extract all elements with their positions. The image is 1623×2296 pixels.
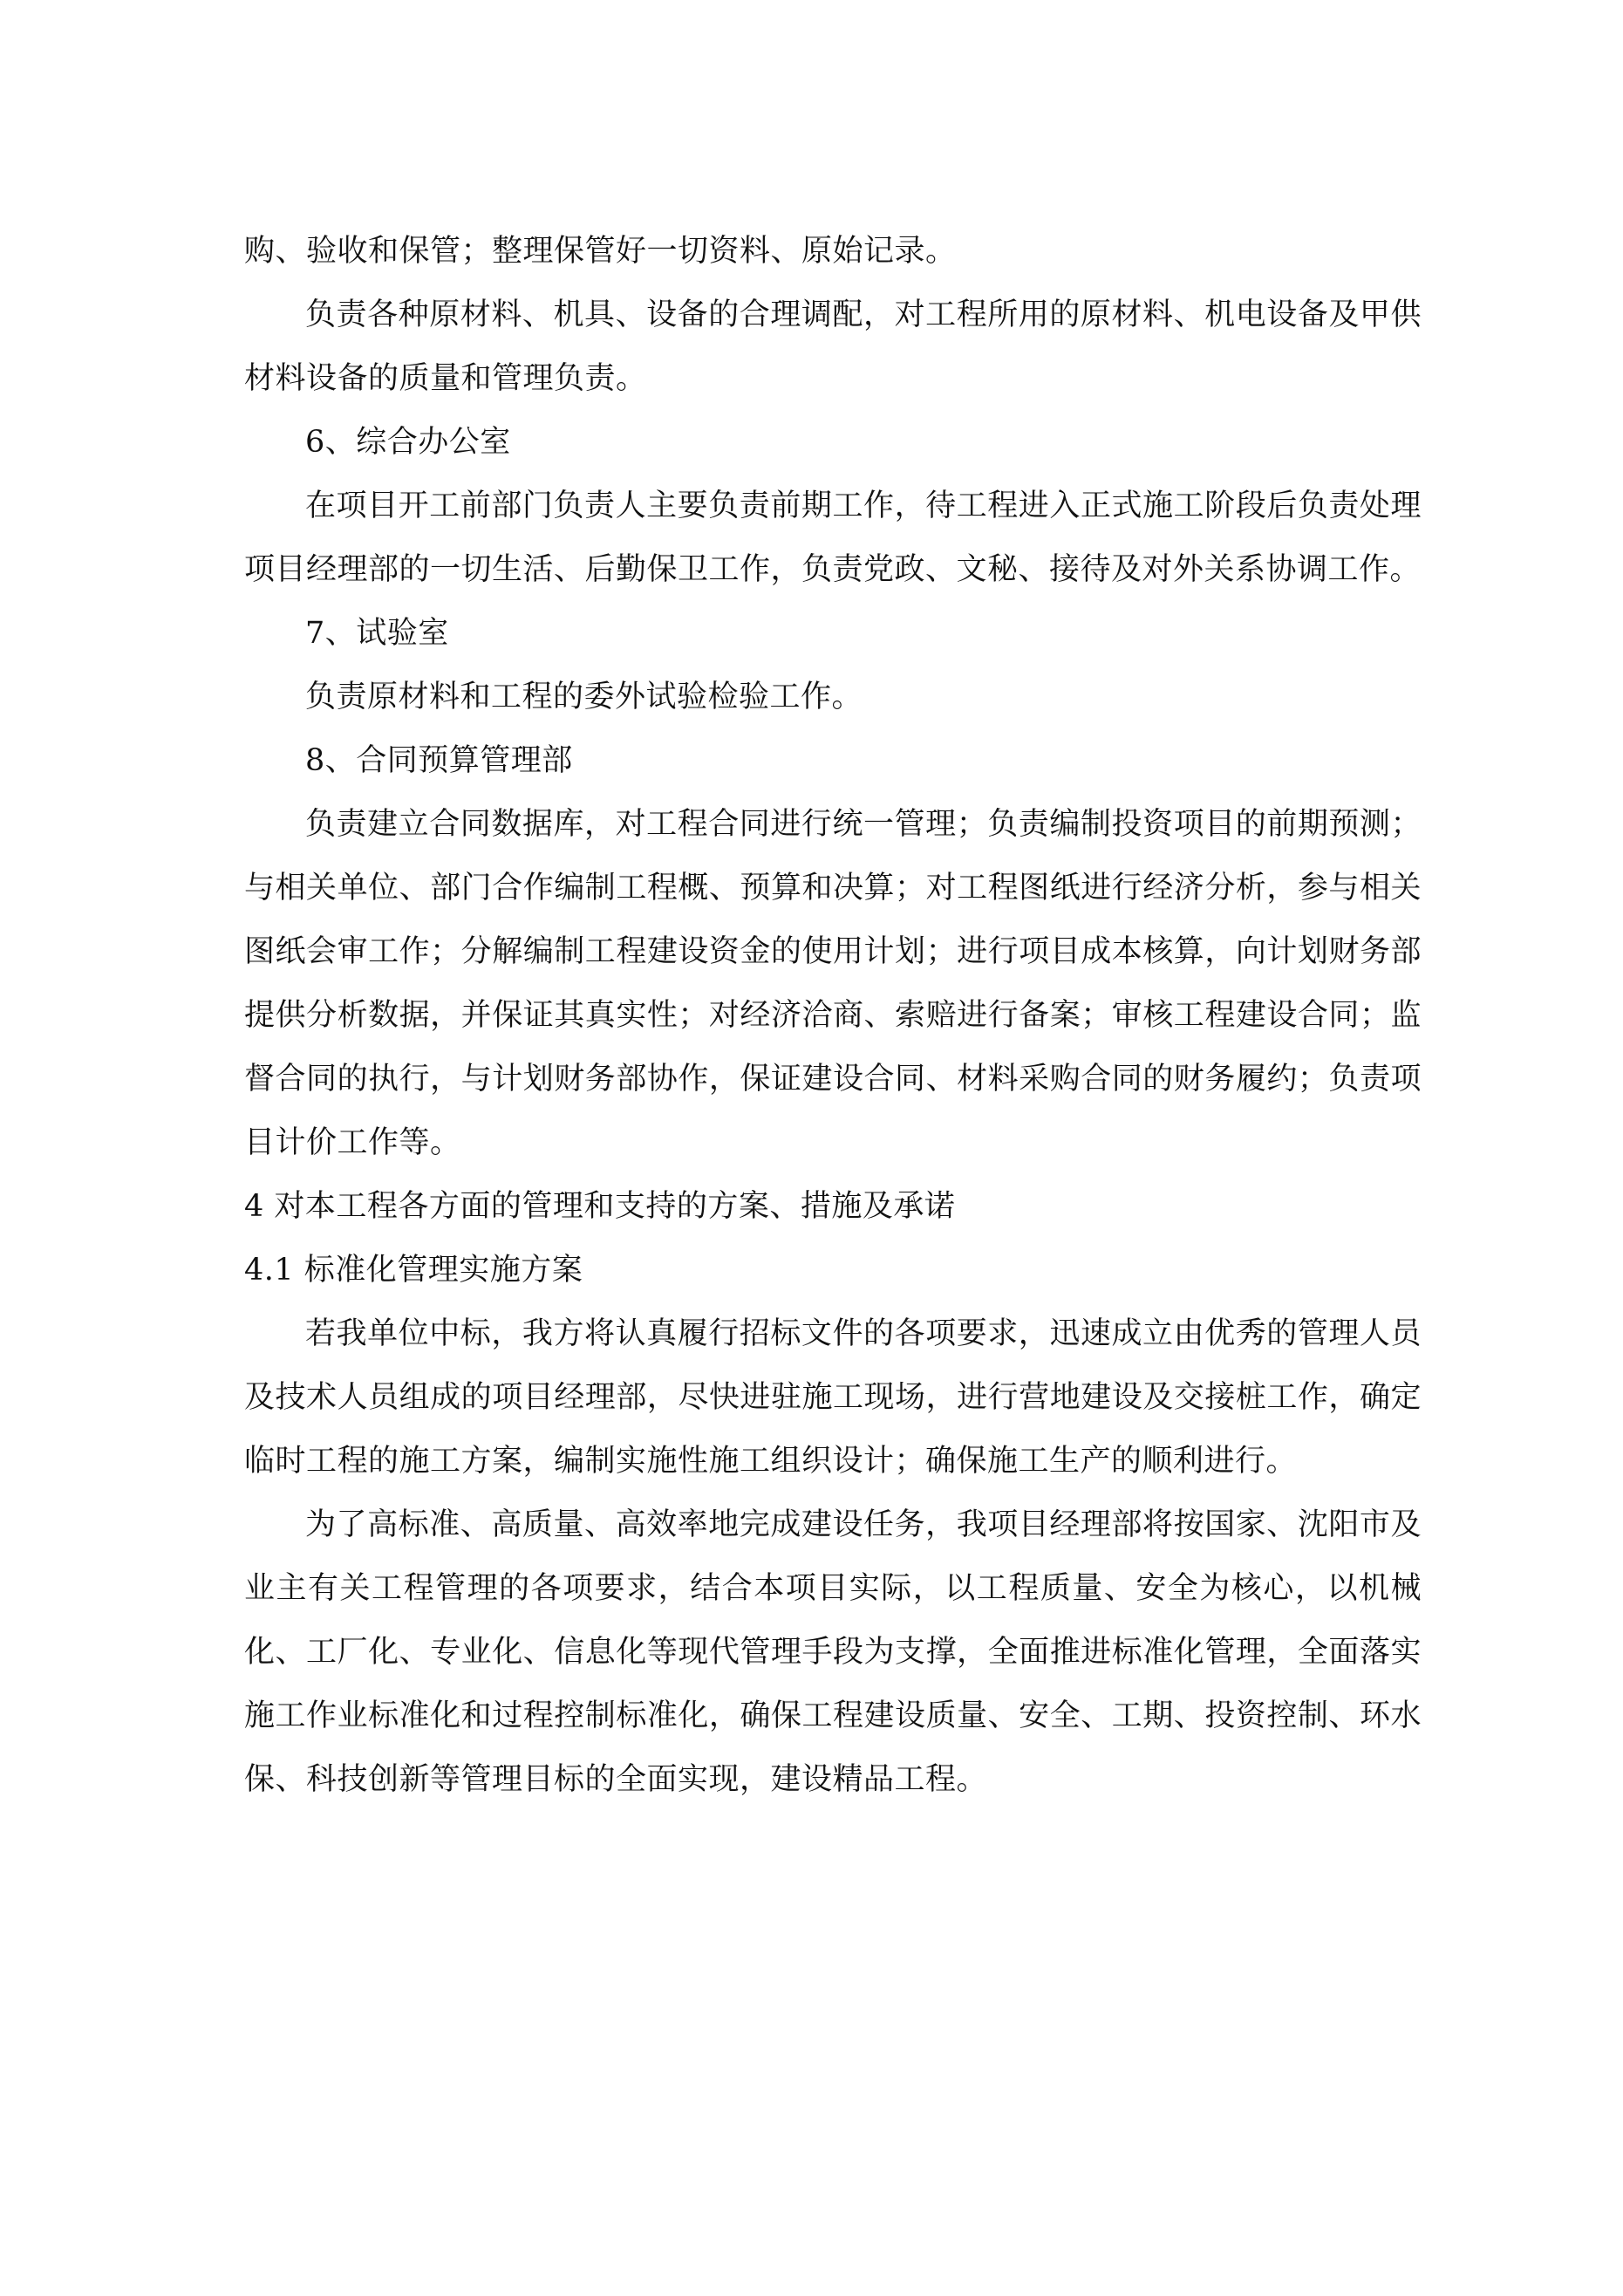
heading-general-office: 6、综合办公室 xyxy=(305,425,511,460)
paragraph-materials-allocation: 负责各种原材料、机具、设备的合理调配，对工程所用的原材料、机电设备及甲供材料设备的质量和管理负责。 xyxy=(244,297,1422,396)
paragraph-general-office: 在项目开工前部门负责人主要负责前期工作，待工程进入正式施工阶段后负责处理项目经理部的一切生活、后勤保卫工作，负责党政、文秘、接待及对外关系协调工作。 xyxy=(244,489,1422,587)
paragraph-bid-commitment: 若我单位中标，我方将认真履行招标文件的各项要求，迅速成立由优秀的管理人员及技术人员组成的项目经理部，尽快进驻施工现场，进行营地建设及交接桩工作，确定临时工程的施工方案，编制实施性施工组织设计；确保施工生产的顺利进行。 xyxy=(244,1316,1422,1479)
section-heading-4: 4 对本工程各方面的管理和支持的方案、措施及承诺 xyxy=(244,1189,956,1224)
paragraph-procurement-continuation: 购、验收和保管；整理保管好一切资料、原始记录。 xyxy=(244,234,957,269)
heading-laboratory: 7、试验室 xyxy=(305,616,449,651)
section-heading-4-1: 4.1 标准化管理实施方案 xyxy=(244,1253,583,1288)
paragraph-contract-budget: 负责建立合同数据库，对工程合同进行统一管理；负责编制投资项目的前期预测；与相关单位、部门合作编制工程概、预算和决算；对工程图纸进行经济分析，参与相关图纸会审工作；分解编制工程建设资金的使用计划；进行项目成本核算，向计划财务部提供分析数据，并保证其真实性；对经济洽商、索赔进行备案；审核工程建设合同；监督合同的执行，与计划财务部协作，保证建设合同、材料采购合同的财务履约；负责项目计价工作等。 xyxy=(244,807,1422,1160)
document-body xyxy=(244,220,1422,1812)
paragraph-standardization: 为了高标准、高质量、高效率地完成建设任务，我项目经理部将按国家、沈阳市及业主有关工程管理的各项要求，结合本项目实际，以工程质量、安全为核心，以机械化、工厂化、专业化、信息化等现代管理手段为支撑，全面推进标准化管理，全面落实施工作业标准化和过程控制标准化，确保工程建设质量、安全、工期、投资控制、环水保、科技创新等管理目标的全面实现，建设精品工程。 xyxy=(244,1507,1422,1797)
heading-contract-budget: 8、合同预算管理部 xyxy=(305,743,573,778)
paragraph-laboratory: 负责原材料和工程的委外试验检验工作。 xyxy=(305,680,863,714)
